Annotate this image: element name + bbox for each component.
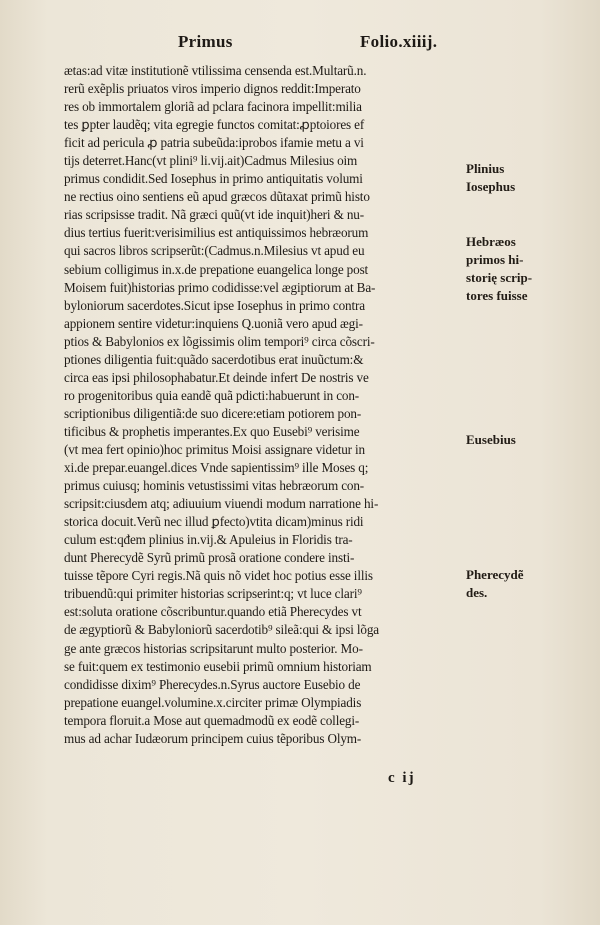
text-line: primus cuiusq; hominis vetustissimi vitas hebræorum con- xyxy=(64,478,365,494)
main-text-column xyxy=(64,62,464,748)
text-line: circa eas ipsi philosophabatur.Et deinde infert De nostris ve xyxy=(64,369,369,385)
header-book-title: Primus xyxy=(178,32,233,51)
text-line: tificibus & prophetis imperantes.Ex quo Eusebi⁹ verisime xyxy=(64,423,360,439)
marginal-note-pherecydes: des. xyxy=(466,585,488,600)
text-line: ro progenitoribus quia eandẽ quã pdicti:habuerunt in con- xyxy=(64,387,360,403)
signature-mark: c ij xyxy=(388,770,416,786)
text-line: (vt mea fert opinio)hoc primitus Moisi assignare videtur in xyxy=(64,441,365,457)
text-line: rerũ exẽplis priuatos viros imperio dignos reddit:Imperato xyxy=(64,81,361,97)
text-line: prepatione euangel.volumine.x.circiter primæ Olympiadis xyxy=(64,694,362,710)
text-line: est:soluta oratione cõscribuntur.quando etiã Pherecydes vt xyxy=(64,604,362,620)
text-line: tempora floruit.a Mose aut quemadmodũ ex eodẽ collegi- xyxy=(64,712,360,728)
text-line: ptiones diligentia fuit:quãdo sacerdotibus erat inuũctum:& xyxy=(64,351,364,367)
text-line: tuisse tẽpore Cyri regis.Nã quis nõ videt hoc potius esse illis xyxy=(64,568,373,584)
text-line: mus ad achar Iudæorum principem cuius tẽporibus Olym- xyxy=(64,730,362,746)
text-line: res ob immortalem gloriã ad pclara facinora impellit:milia xyxy=(64,99,362,115)
text-line: storica docuit.Verũ nec illud ꝑfecto)vtita dicam)minus ridi xyxy=(64,514,364,530)
marginal-note-hebraeos: primos hi- xyxy=(466,252,524,267)
text-line: qui sacros libros scripserũt:(Cadmus.n.Milesius vt apud eu xyxy=(64,243,365,259)
text-line: ficit ad pericula ꝓ patria subeũda:iprobos ifamie metu a vi xyxy=(64,135,364,151)
marginal-note-eusebius: Eusebius xyxy=(466,432,516,447)
text-line: condidisse dixim⁹ Pherecydes.n.Syrus auctore Eusebio de xyxy=(64,676,361,692)
marginal-note-pherecydes: Pherecydẽ xyxy=(466,567,524,582)
text-line: ge ante græcos historias scripsitarunt multo posterior. Mo- xyxy=(64,640,363,656)
text-line: rias scripsisse tradit. Nã græci quũ(vt ide inquit)heri & nu- xyxy=(64,207,364,223)
marginal-note-hebraeos: Hebræos xyxy=(466,234,516,249)
marginal-note-hebraeos: storię scrip- xyxy=(466,270,533,285)
text-line: culum est:qđem plinius in.vij.& Apuleius in Floridis tra- xyxy=(64,532,353,548)
text-line: appionem sentire videtur:inquiens Q.uoniã vero apud ægi- xyxy=(64,315,363,331)
text-line: dius tertius fuerit:verisimilius est antiquissimos hebræorum xyxy=(64,225,369,241)
text-line: scriptionibus diligentiã:de suo dicere:etiam potiorem pon- xyxy=(64,405,362,421)
header-folio-number: Folio.xiiij. xyxy=(360,32,438,51)
text-line: dunt Pherecydẽ Syrũ primũ prosã oratione condere insti- xyxy=(64,550,355,566)
text-line: de ægyptiorũ & Babyloniorũ sacerdotib⁹ sileã:qui & ipsi lõga xyxy=(64,622,379,638)
text-line: byloniorum sacerdotes.Sicut ipse Iosephus in primo contra xyxy=(64,297,365,313)
text-line: xi.de prepar.euangel.dices Vnde sapientissim⁹ ille Moses q; xyxy=(64,460,369,476)
text-line: primus condidit.Sed Iosephus in primo antiquitatis volumi xyxy=(64,171,363,187)
marginal-note-iosephus: Iosephus xyxy=(466,179,516,194)
text-line: Moisem fuit)historias primo codidisse:vel ægiptiorum at Ba- xyxy=(64,279,376,295)
text-line: scripsit:ciusdem atq; adiuuium viuendi modum narratione hi- xyxy=(64,496,379,512)
text-line: ne rectius oino sentiens eũ apud græcos dũtaxat primũ histo xyxy=(64,189,370,205)
marginal-note-plinius: Plinius xyxy=(466,161,505,176)
text-line: ptios & Babylonios ex lõgissimis olim tempori⁹ circa cõscri- xyxy=(64,333,375,349)
marginal-note-hebraeos: tores fuisse xyxy=(466,288,528,303)
text-line: se fuit:quem ex testimonio eusebii primũ omnium historiam xyxy=(64,658,372,674)
text-line: tes ꝑpter laudẽq; vita egregie functos comitat:ꝓptoiores ef xyxy=(64,117,365,133)
text-line: tijs deterret.Hanc(vt plini⁹ li.vij.ait)Cadmus Milesius oim xyxy=(64,153,358,169)
text-line: tribuendũ:qui primiter historias scripserint:q; vt luce clari⁹ xyxy=(64,586,362,602)
running-header xyxy=(0,28,600,54)
text-line: sebium colligimus in.x.de prepatione euangelica longe post xyxy=(64,261,369,277)
text-line: ætas:ad vitæ institutionẽ vtilissima censenda est.Multarũ.n. xyxy=(64,63,367,78)
